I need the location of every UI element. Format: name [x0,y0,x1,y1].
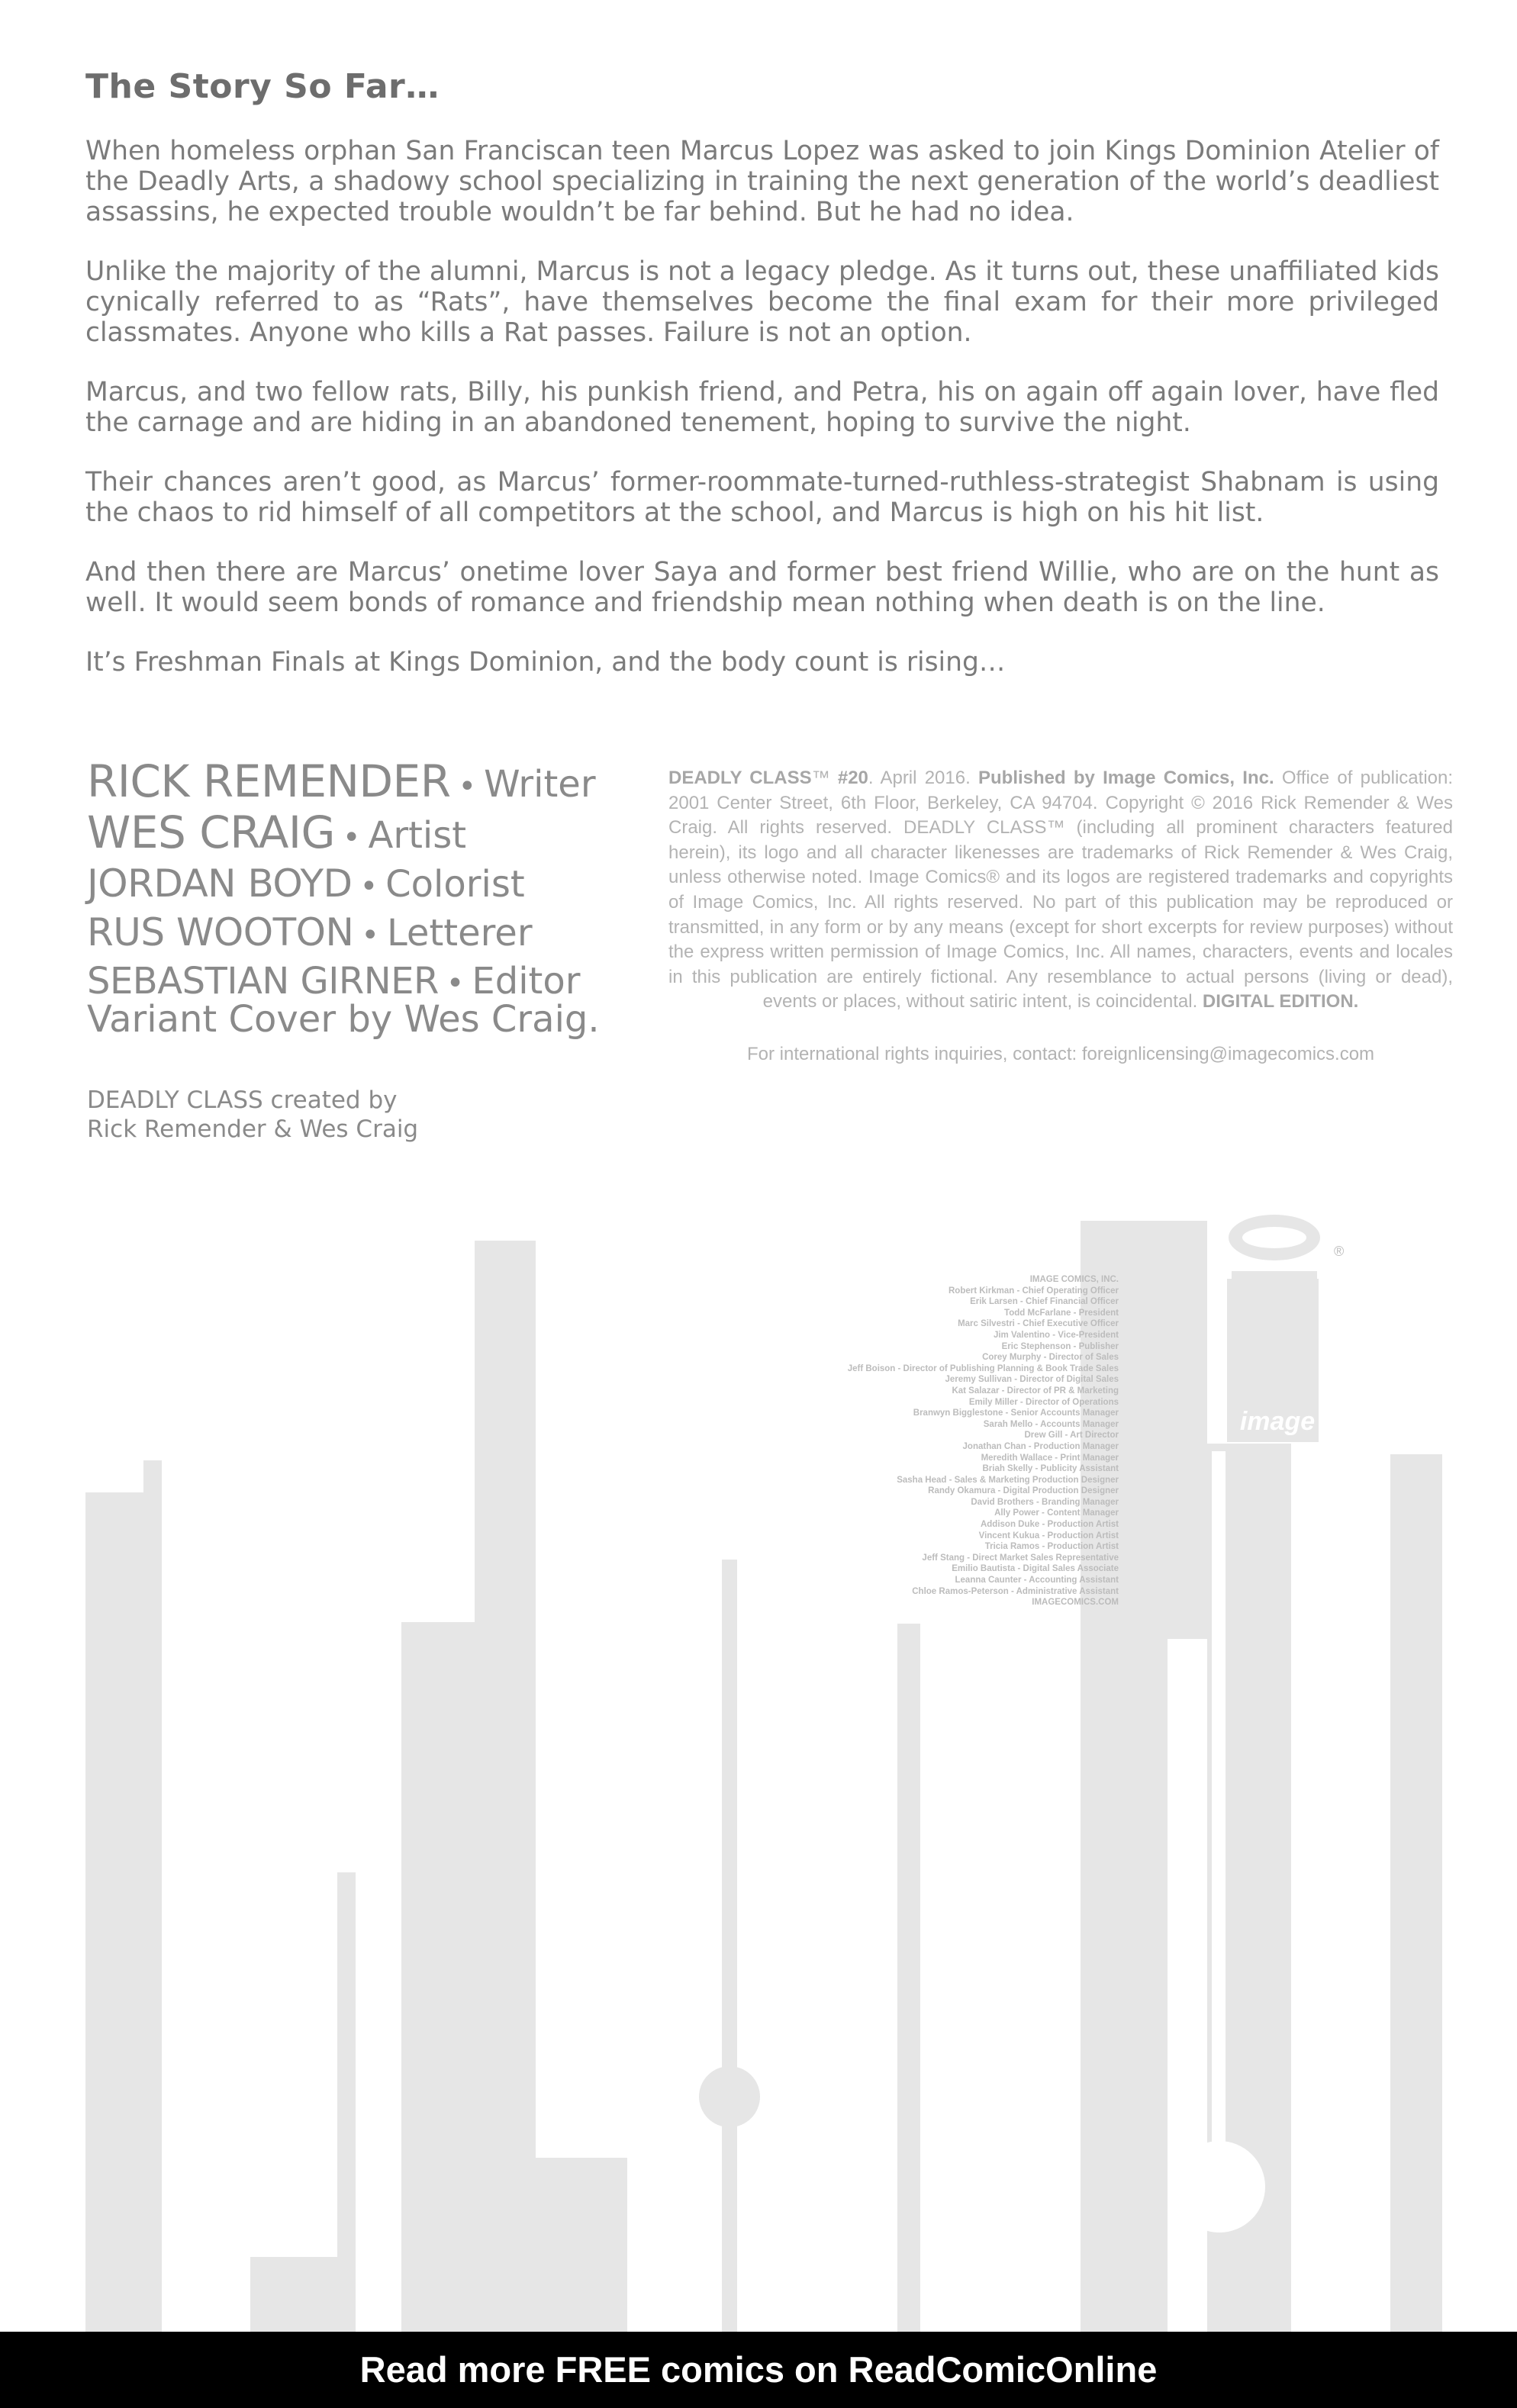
credit-name: RICK REMENDER [87,755,451,807]
staff-line: Vincent Kukua - Production Artist [978,1531,1119,1540]
staff-line: Briah Skelly - Publicity Assistant [982,1464,1119,1474]
story-paragraph-4: Their chances aren’t good, as Marcus’ former-roommate-turned-ruthless-strategist Shabnam is using the chaos to rid himself of all competitors at the school, and Marcus is high on his hit list. [85,467,1439,528]
building-left [85,1460,162,2332]
staff-line: Addison Duke - Production Artist [980,1520,1119,1530]
legal-notice [668,766,1453,1015]
staff-line: Randy Okamura - Digital Production Designer [928,1486,1119,1496]
staff-line: Jeff Boison - Director of Publishing Planning & Book Trade Sales [847,1363,1119,1373]
credit-name: WES CRAIG [87,806,335,858]
story-paragraph-3: Marcus, and two fellow rats, Billy, his punkish friend, and Petra, his on again off again lover, have fled the carnage and are hiding in an abandoned tenement, hoping to survive the night. [85,377,1439,438]
staff-line: Jonathan Chan - Production Manager [962,1441,1119,1451]
staff-line: Meredith Wallace - Print Manager [981,1453,1119,1463]
antenna-sphere [699,2066,760,2127]
staff-line: Emilio Bautista - Digital Sales Associate [952,1564,1119,1574]
credit-name: JORDAN BOYD [87,861,353,906]
credit-name: RUS WOOTON [87,910,354,955]
credit-artist [87,806,636,864]
staff-line: Kat Salazar - Director of PR & Marketing [952,1386,1119,1396]
credit-role: Colorist [385,863,525,906]
international-rights-contact: For international rights inquiries, contact: foreignlicensing@imagecomics.com [746,1044,1375,1064]
image-logo-wordmark: image [1239,1407,1316,1436]
staff-line: Todd McFarlane - President [1004,1308,1119,1318]
staff-line: IMAGE COMICS, INC. [1029,1275,1119,1284]
staff-line: Branwyn Bigglestone - Senior Accounts Manager [913,1408,1119,1418]
credit-role: Editor [472,960,581,1003]
story-paragraph-6: It’s Freshman Finals at Kings Dominion, and the body count is rising… [85,647,1006,678]
legal-date: . April 2016. [868,768,978,788]
credit-role: Letterer [387,912,533,955]
staff-line: Leanna Caunter - Accounting Assistant [955,1576,1119,1585]
staff-list [786,1274,1119,1608]
credit-role: Artist [368,814,467,857]
thermometer-bulb [1174,2141,1265,2233]
legal-title: DEADLY CLASS [668,768,812,788]
credit-writer [87,755,636,813]
building-tall-tower [475,1241,627,2332]
staff-line: Drew Gill - Art Director [1024,1431,1119,1441]
variant-cover-credit: Variant Cover by Wes Craig. [87,998,600,1041]
credits-list [87,755,636,1009]
staff-line: Jeff Stang - Direct Market Sales Representative [922,1553,1119,1563]
story-title: The Story So Far… [85,67,440,106]
registered-mark: ® [1334,1244,1345,1259]
staff-line: Ally Power - Content Manager [994,1508,1119,1518]
credit-separator: • [446,966,465,1001]
staff-line: Sasha Head - Sales & Marketing Production Designer [897,1475,1119,1485]
credit-name: SEBASTIAN GIRNER [87,960,439,1003]
legal-edition: DIGITAL EDITION. [1202,991,1359,1012]
staff-line: Tricia Ramos - Production Artist [984,1542,1119,1552]
staff-line: Marc Silvestri - Chief Executive Officer [958,1319,1119,1329]
footer-link-text[interactable]: Read more FREE comics on ReadComicOnline [359,2349,1158,2390]
staff-line: Sarah Mello - Accounts Manager [983,1419,1119,1429]
legal-tm: ™ [811,768,830,788]
staff-line: Eric Stephenson - Publisher [1001,1341,1119,1351]
thermometer-channel [1212,1451,1226,2153]
building-far-right [1390,1454,1442,2332]
building-spire [337,1872,356,2332]
building-low-block [250,2257,337,2332]
credit-role: Writer [484,763,596,806]
credit-letterer [87,910,636,961]
footer-banner[interactable] [0,2332,1517,2408]
staff-line: Jeremy Sullivan - Director of Digital Sales [945,1375,1119,1385]
story-paragraph-5: And then there are Marcus’ onetime lover Saya and former best friend Willie, who are on the hunt as well. It would seem bonds of romance and friendship mean nothing when death is on the line. [85,557,1439,618]
story-paragraph-2: Unlike the majority of the alumni, Marcus is not a legacy pledge. As it turns out, these unaffiliated kids cynically referred to as “Rats”, have themselves become the final exam for their more privileged classmates. Anyone who kills a Rat passes. Failure is not an option. [85,256,1439,348]
created-by-line-2: Rick Remender & Wes Craig [87,1115,419,1143]
legal-body: Office of publication: 2001 Center Street, 6th Floor, Berkeley, CA 94704. Copyright © 2016 Rick Remender & Wes Craig. All rights reserved. DEADLY CLASS™ (including all prominent characters featured herein), its logo and all character likenesses are trademarks of Rick Remender & Wes Craig, unless otherwise noted. Image Comics® and its logos are registered trademarks and copyrights of Image Comics, Inc. All rights reserved. No part of this publication may be reproduced or transmitted, in any form or by any means (except for short excerpts for review purposes) without the express written permission of Image Comics, Inc. All names, characters, events and locales in this publication are entirely fictional. Any resemblance to actual persons (living or dead), events or places, without satiric intent, is coincidental. [668,768,1454,1012]
staff-line: IMAGECOMICS.COM [1032,1598,1119,1608]
staff-line: Corey Murphy - Director of Sales [982,1353,1119,1363]
credit-separator: • [361,918,380,953]
staff-line: Erik Larsen - Chief Financial Officer [970,1297,1119,1307]
story-paragraph-1: When homeless orphan San Franciscan teen Marcus Lopez was asked to join Kings Dominion Atelier of the Deadly Arts, a shadowy school specializing in training the next generation of the world’s deadliest assassins, he expected trouble wouldn’t be far behind. But he had no idea. [85,136,1439,227]
staff-line: David Brothers - Branding Manager [971,1497,1119,1507]
credit-colorist [87,861,636,913]
legal-issue: #20 [837,768,868,788]
antenna-pole [722,1560,737,2332]
created-by-line-1: DEADLY CLASS created by [87,1086,398,1114]
staff-line: Chloe Ramos-Peterson - Administrative Assistant [912,1586,1119,1596]
legal-publisher: Published by Image Comics, Inc. [978,768,1274,788]
credit-separator: • [359,869,378,904]
building-wide-tower [401,1622,475,2332]
staff-line: Emily Miller - Director of Operations [968,1397,1119,1407]
credit-separator: • [458,769,477,804]
staff-line: Jim Valentino - Vice-President [993,1330,1119,1340]
building-mid-tower [897,1624,920,2332]
credit-separator: • [342,820,361,855]
staff-line: Robert Kirkman - Chief Operating Officer [948,1286,1119,1296]
